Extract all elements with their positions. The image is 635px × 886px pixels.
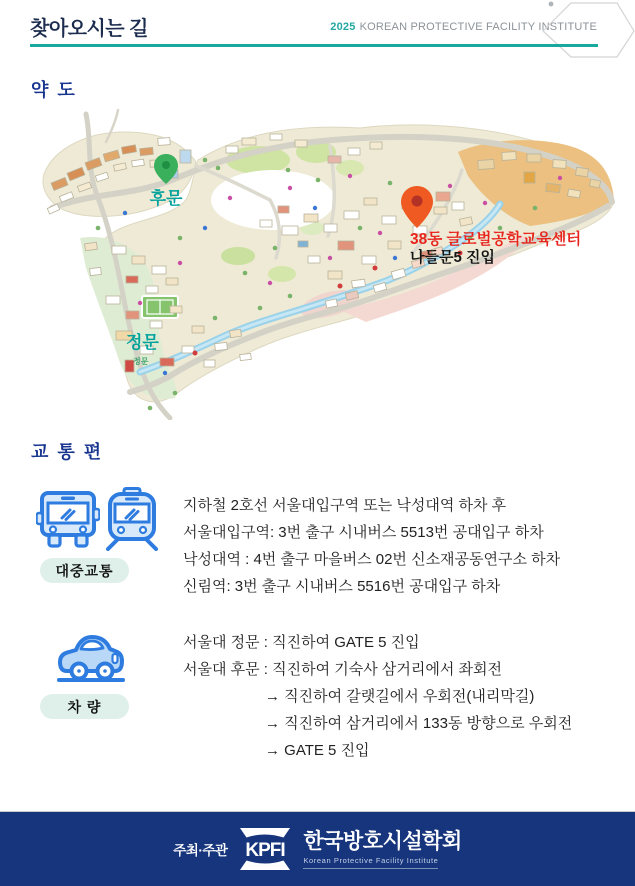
footer xyxy=(0,812,635,886)
map-building xyxy=(364,198,377,205)
map-marker-dot xyxy=(203,226,207,230)
map-building xyxy=(192,326,204,333)
car-hub-right xyxy=(103,669,107,673)
train-headlight-left xyxy=(118,527,124,533)
map-building xyxy=(382,216,396,224)
campus-map-illustration xyxy=(30,108,630,420)
map-building xyxy=(527,154,541,162)
destination-label-line2: 나들문5 진입 xyxy=(410,249,495,266)
map-marker-dot xyxy=(373,266,378,271)
map-building xyxy=(362,256,376,264)
map-marker-dot xyxy=(338,284,343,289)
map-marker-dot xyxy=(533,206,538,211)
map-marker-dot xyxy=(138,301,142,305)
map-building xyxy=(182,346,194,353)
transit-line: 낙성대역 : 4번 출구 마을버스 02번 신소재공동연구소 하차 xyxy=(183,551,561,568)
main-gate-label: 정문 xyxy=(126,333,159,352)
map-building xyxy=(85,242,98,251)
map-building xyxy=(140,147,154,155)
map-building xyxy=(478,159,495,169)
map-building xyxy=(298,241,308,247)
map-building xyxy=(576,167,589,177)
map-building xyxy=(328,156,341,163)
map-marker-dot xyxy=(213,316,218,321)
map-marker-dot xyxy=(178,236,183,241)
map-building xyxy=(146,286,158,293)
map-building xyxy=(47,204,59,214)
map-building xyxy=(226,146,238,153)
map-building xyxy=(152,266,166,274)
map-building xyxy=(295,140,307,147)
map-building xyxy=(553,160,567,169)
car-line: → 직진하여 갈랫길에서 우회전(내리막길) xyxy=(265,688,535,705)
bus-headlight-right xyxy=(80,527,86,533)
map-building xyxy=(126,311,139,319)
car-line: → 직진하여 삼거리에서 133동 방향으로 우회전 xyxy=(265,715,573,732)
car-window xyxy=(81,641,103,650)
bus-icon xyxy=(36,487,100,551)
map-building xyxy=(328,271,342,279)
hexagon-dot xyxy=(549,2,554,7)
map-marker-dot xyxy=(328,256,332,260)
map-marker-dot xyxy=(178,261,182,265)
back-gate-label: 후문 xyxy=(149,189,183,208)
map-building xyxy=(338,241,354,250)
transport-section-title: 교 통 편 xyxy=(31,442,104,462)
map-building xyxy=(348,148,360,155)
map-building xyxy=(230,329,242,337)
bus-wheel-right xyxy=(76,535,87,546)
hexagon-outline xyxy=(543,3,634,57)
bus-mirror-left xyxy=(37,513,43,524)
transit-line: 서울대입구역: 3번 출구 시내버스 5513번 공대입구 하차 xyxy=(183,524,544,541)
map-building xyxy=(90,267,102,275)
public-transit-directions xyxy=(183,492,560,600)
map-building xyxy=(160,358,174,366)
map-marker-dot xyxy=(228,196,232,200)
map-section-title: 약 도 xyxy=(31,80,77,100)
bus-headlight-left xyxy=(50,527,56,533)
map-building xyxy=(170,306,182,313)
map-building xyxy=(308,256,320,263)
map-marker-dot xyxy=(313,206,317,210)
map-building xyxy=(524,172,535,183)
car-line: 서울대 정문 : 직진하여 GATE 5 진입 xyxy=(183,634,420,651)
map-marker-dot xyxy=(173,391,178,396)
car-line: → GATE 5 진입 xyxy=(265,742,370,759)
map-building xyxy=(150,321,162,328)
map-building xyxy=(546,183,561,192)
transit-line: 신림역: 3번 출구 시내버스 5516번 공대입구 하차 xyxy=(183,578,501,595)
map-marker-dot xyxy=(288,294,293,299)
map-marker-dot xyxy=(268,281,272,285)
map-marker-dot xyxy=(123,211,127,215)
map-marker-dot xyxy=(558,176,562,180)
kpfi-logo xyxy=(240,828,290,870)
map-building xyxy=(370,142,382,149)
map-building xyxy=(106,296,120,304)
map-marker-dot xyxy=(286,168,291,173)
map-building xyxy=(388,241,401,249)
map-building xyxy=(270,134,282,140)
campus-map xyxy=(30,108,630,420)
map-marker-dot xyxy=(483,201,487,205)
train-headlight-right xyxy=(140,527,146,533)
map-building xyxy=(158,138,170,146)
car-line: 서울대 후문 : 직진하여 기숙사 삼거리에서 좌회전 xyxy=(183,661,502,678)
car-directions xyxy=(183,629,572,764)
map-marker-dot xyxy=(243,271,248,276)
bus-wheel-left xyxy=(49,535,60,546)
map-marker-dot xyxy=(358,226,363,231)
car-handle xyxy=(113,654,118,663)
map-building xyxy=(502,152,517,161)
map-marker-dot xyxy=(163,371,167,375)
map-building xyxy=(242,138,256,145)
org-name-korean: 한국방호시설학회 xyxy=(303,829,462,853)
map-building xyxy=(180,150,191,163)
hexagon-decoration xyxy=(535,0,635,62)
map-marker-dot xyxy=(273,246,278,251)
map-marker-dot xyxy=(96,226,101,231)
map-marker-dot xyxy=(348,174,352,178)
header-rule xyxy=(30,44,598,47)
kpfi-logo-top-band xyxy=(240,828,290,838)
header-subtitle-text: KOREAN PROTECTIVE FACILITY INSTITUTE xyxy=(359,21,597,33)
map-building xyxy=(324,224,337,232)
map-building xyxy=(434,207,447,214)
map-marker-dot xyxy=(258,306,263,311)
map-building xyxy=(344,211,359,219)
map-building xyxy=(204,360,215,367)
bus-top-dash xyxy=(61,497,75,501)
map-marker-dot xyxy=(388,181,393,186)
map-marker-dot xyxy=(448,184,452,188)
destination-label-line1: 38동 글로벌공학교육센터 xyxy=(410,231,582,248)
header-year: 2025 xyxy=(330,21,356,33)
org-name-english: Korean Protective Facility Institute xyxy=(303,856,438,869)
kpfi-logo-text: KPFI xyxy=(245,840,286,861)
map-building xyxy=(304,214,318,222)
map-marker-dot xyxy=(288,186,292,190)
map-building xyxy=(567,189,580,198)
map-building xyxy=(352,279,366,288)
map-building xyxy=(132,159,145,167)
map-marker-dot xyxy=(498,226,503,231)
kpfi-logo-bottom-band xyxy=(240,861,290,871)
map-building xyxy=(112,246,126,254)
map-marker-dot xyxy=(203,158,208,163)
page-title: 찾아오시는 길 xyxy=(30,18,148,40)
car-badge: 차 량 xyxy=(40,694,129,719)
map-building xyxy=(436,192,450,201)
map-marker-dot xyxy=(378,231,382,235)
map-building xyxy=(278,206,289,213)
car-hub-left xyxy=(77,669,81,673)
transit-line: 지하철 2호선 서울대입구역 또는 낙성대역 하차 후 xyxy=(183,497,507,514)
map-building xyxy=(240,353,252,360)
main-gate-small-label: 정문 xyxy=(133,357,149,366)
map-building xyxy=(260,220,272,227)
map-marker-dot xyxy=(216,166,221,171)
map-building xyxy=(589,179,600,188)
map-building xyxy=(166,278,178,285)
map-building xyxy=(132,256,145,264)
map-marker-dot xyxy=(193,351,198,356)
map-building xyxy=(282,226,298,235)
train-icon xyxy=(103,487,161,551)
map-building xyxy=(215,342,228,350)
map-building xyxy=(452,202,464,210)
map-marker-dot xyxy=(148,406,153,411)
bus-mirror-right xyxy=(94,509,100,520)
public-transit-badge: 대중교통 xyxy=(40,558,129,583)
map-marker-dot xyxy=(316,178,321,183)
map-marker-dot xyxy=(393,256,397,260)
train-top-dash xyxy=(125,498,139,501)
org-name-block xyxy=(303,830,461,869)
car-icon xyxy=(55,625,127,685)
host-label: 주최·주관 xyxy=(173,843,228,858)
map-building xyxy=(126,276,138,283)
